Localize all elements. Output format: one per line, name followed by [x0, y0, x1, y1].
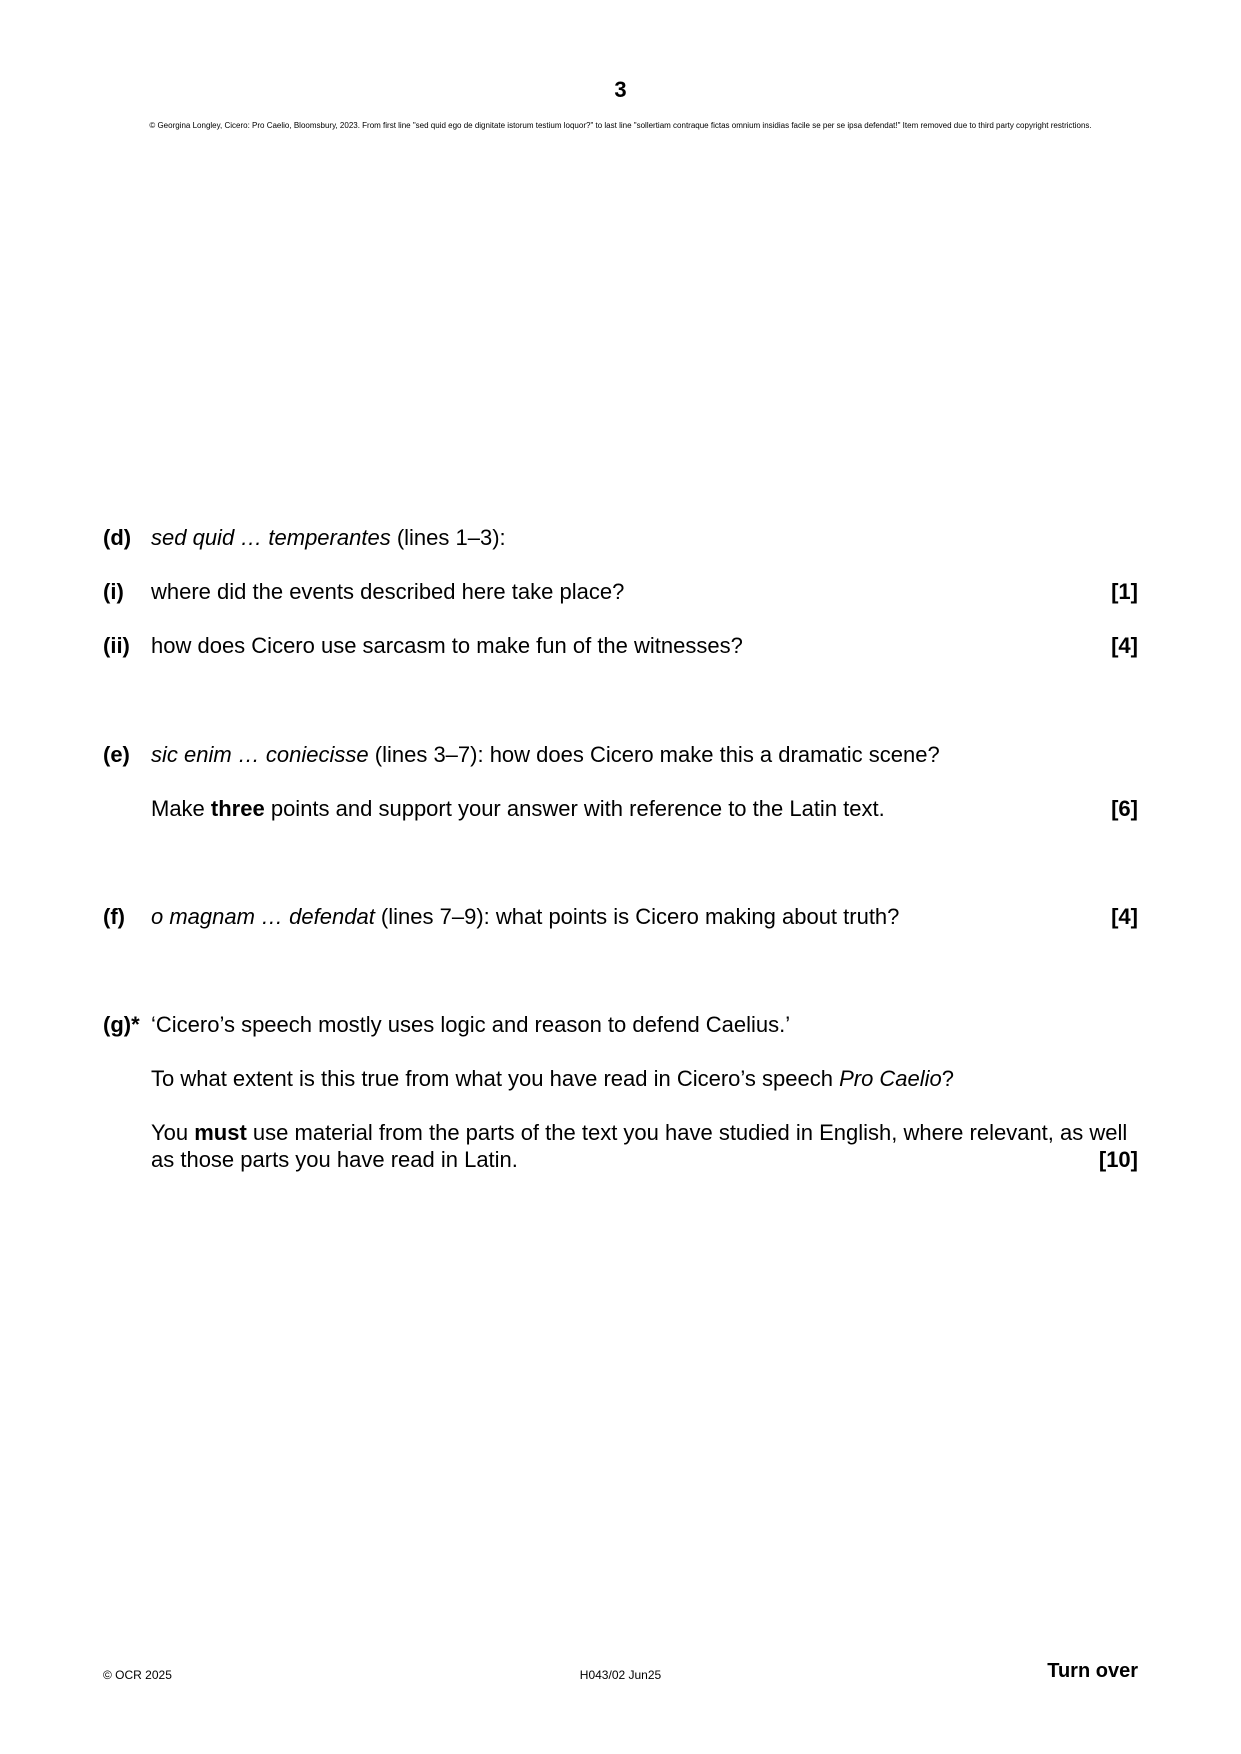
latin-quote: sic enim … coniecisse [151, 742, 369, 767]
question-text [151, 524, 1051, 551]
question-g-instruction [103, 1119, 1138, 1173]
mark-allocation: [4] [1111, 904, 1138, 929]
question-label: (e) [103, 742, 130, 767]
emphasis: must [194, 1120, 247, 1145]
question-d [103, 524, 1138, 551]
latin-quote: sed quid … temperantes [151, 525, 391, 550]
question-g [103, 1011, 1138, 1038]
instruction-text: You must use material from the parts of the text you have studied in English, where relevant, as well as those parts you have read in Latin. [151, 1120, 1128, 1172]
page-number: 3 [614, 77, 627, 102]
turn-over-label: Turn over [1047, 1660, 1138, 1682]
mark-allocation: [6] [1111, 796, 1138, 821]
question-text [151, 741, 1051, 768]
question-f [103, 903, 1138, 930]
mark-allocation: [10] [1098, 1147, 1138, 1172]
question-g-prompt [103, 1065, 1138, 1092]
mark-allocation: [4] [1111, 633, 1138, 658]
question-label: (ii) [103, 633, 130, 658]
latin-quote: o magnam … defendat [151, 904, 375, 929]
instruction-text: Make three points and support your answer with reference to the Latin text. [151, 796, 885, 821]
question-prompt: (lines 7–9): what points is Cicero making about truth? [374, 904, 900, 929]
work-title: Pro Caelio [839, 1066, 942, 1091]
question-label: (i) [103, 579, 124, 604]
question-prompt: (lines 1–3): [390, 525, 506, 550]
question-text: where did the events described here take place? [151, 579, 625, 604]
question-d-ii [103, 632, 1138, 659]
question-label: (d) [103, 525, 132, 550]
copyright-notice: © Georgina Longley, Cicero: Pro Caelio, Bloomsbury, 2023. From first line "sed quid ego de dignitate istorum testium loquor?" to last line "sollertiam contraque fictas omnium insidias facile se per se ipsa defendat!" Item removed due to third party copyright restrictions. [149, 121, 1092, 130]
question-label: (g)* [103, 1012, 140, 1037]
question-statement: ‘Cicero’s speech mostly uses logic and reason to defend Caelius.’ [151, 1012, 791, 1037]
question-prompt: (lines 3–7): how does Cicero make this a dramatic scene? [368, 742, 940, 767]
question-text [151, 903, 1051, 930]
question-e [103, 741, 1138, 768]
question-e-instruction [103, 795, 1138, 822]
question-text: To what extent is this true from what you have read in Cicero’s speech Pro Caelio? [151, 1066, 955, 1091]
emphasis: three [210, 796, 265, 821]
footer-copyright: © OCR 2025 [103, 1668, 172, 1682]
question-text: how does Cicero use sarcasm to make fun of the witnesses? [151, 633, 743, 658]
footer-paper-code: H043/02 Jun25 [579, 1668, 662, 1682]
question-d-i [103, 578, 1138, 605]
mark-allocation: [1] [1111, 579, 1138, 604]
question-label: (f) [103, 904, 125, 929]
